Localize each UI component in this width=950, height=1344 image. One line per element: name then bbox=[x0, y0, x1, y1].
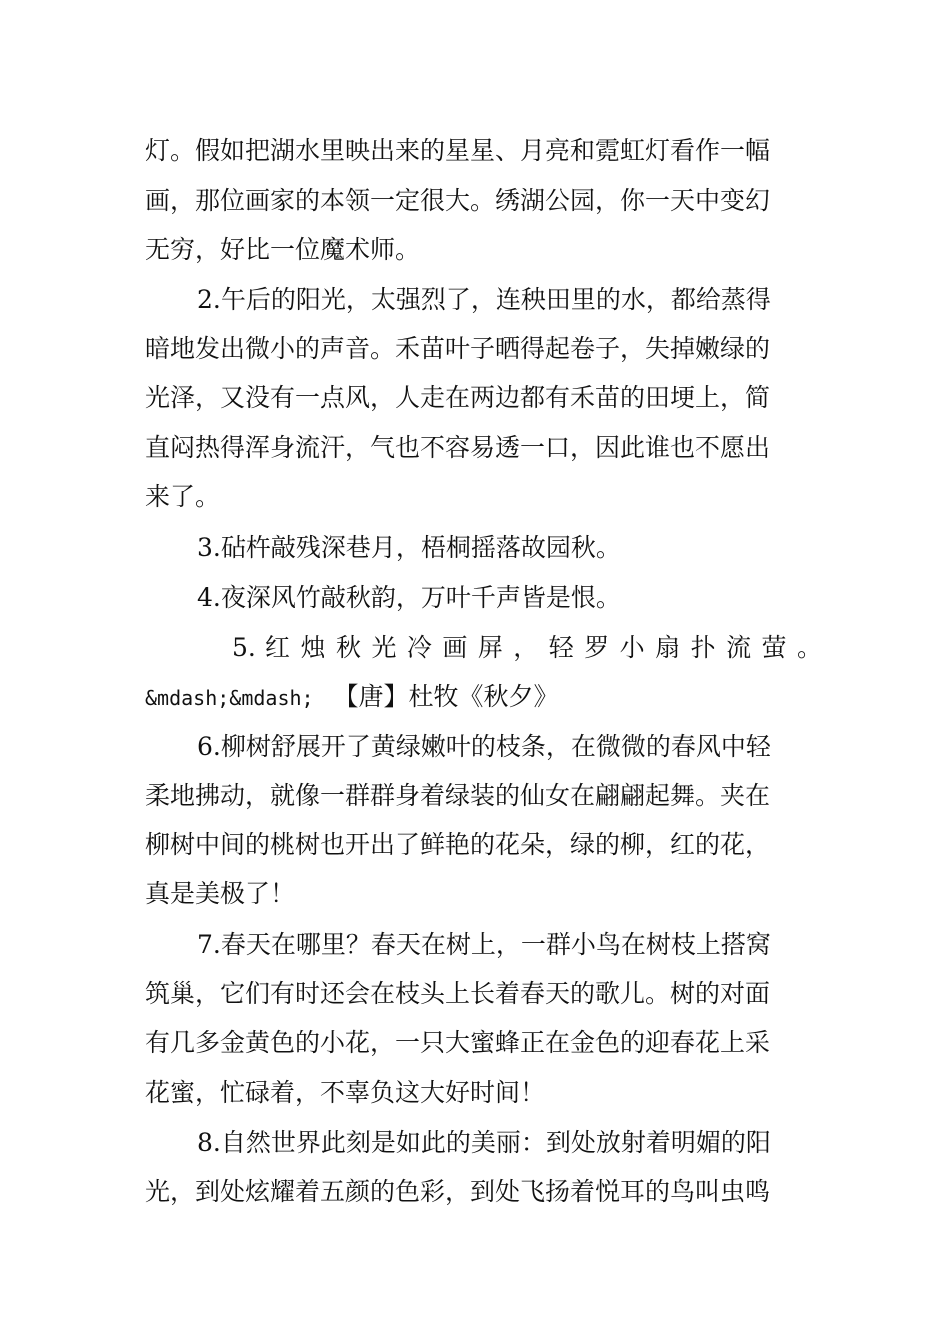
paragraph-2-start: 2.午后的阳光，太强烈了，连秧田里的水，都给蒸得 bbox=[197, 285, 771, 314]
text-line: 柔地拂动，就像一群群身着绿装的仙女在翩翩起舞。夹在 bbox=[145, 781, 771, 810]
text-line: 真是美极了！ bbox=[145, 879, 296, 908]
text-line: 画，那位画家的本领一定很大。绣湖公园，你一天中变幻 bbox=[145, 186, 771, 215]
text-line: 花蜜，忙碌着，不辜负这大好时间！ bbox=[145, 1078, 546, 1107]
paragraph-6-start: 6.柳树舒展开了黄绿嫩叶的枝条，在微微的春风中轻 bbox=[197, 732, 771, 761]
paragraph-4: 4.夜深风竹敲秋韵，万叶千声皆是恨。 bbox=[197, 583, 621, 612]
text-line: 直闷热得浑身流汗，气也不容易透一口，因此谁也不愿出 bbox=[145, 433, 771, 462]
paragraph-5-verse: 5. 红 烛 秋 光 冷 画 屏 ， 轻 罗 小 扇 扑 流 萤 。 bbox=[232, 633, 822, 662]
text-line: 光泽，又没有一点风，人走在两边都有禾苗的田埂上，简 bbox=[145, 383, 771, 412]
text-line: 无穷，好比一位魔术师。 bbox=[145, 235, 421, 264]
paragraph-8-start: 8.自然世界此刻是如此的美丽：到处放射着明媚的阳 bbox=[197, 1128, 771, 1157]
text-line: 筑巢，它们有时还会在枝头上长着春天的歌儿。树的对面 bbox=[145, 979, 771, 1008]
text-line: 光，到处炫耀着五颜的色彩，到处飞扬着悦耳的鸟叫虫鸣 bbox=[145, 1177, 771, 1206]
text-line: 柳树中间的桃树也开出了鲜艳的花朵，绿的柳，红的花， bbox=[145, 830, 771, 859]
text-line: 灯。假如把湖水里映出来的星星、月亮和霓虹灯看作一幅 bbox=[145, 136, 771, 165]
paragraph-7-start: 7.春天在哪里？春天在树上，一群小鸟在树枝上搭窝 bbox=[197, 930, 771, 959]
text-line: 暗地发出微小的声音。禾苗叶子晒得起卷子，失掉嫩绿的 bbox=[145, 334, 771, 363]
paragraph-5-dash bbox=[145, 677, 559, 717]
text-line: 有几多金黄色的小花，一只大蜜蜂正在金色的迎春花上采 bbox=[145, 1028, 771, 1057]
poem-attribution: 【唐】杜牧《秋夕》 bbox=[333, 682, 559, 711]
text-line: 来了。 bbox=[145, 482, 221, 511]
paragraph-3: 3.砧杵敲残深巷月，梧桐摇落故园秋。 bbox=[197, 533, 621, 562]
raw-dash-entity: &mdash;&mdash; bbox=[145, 686, 314, 710]
